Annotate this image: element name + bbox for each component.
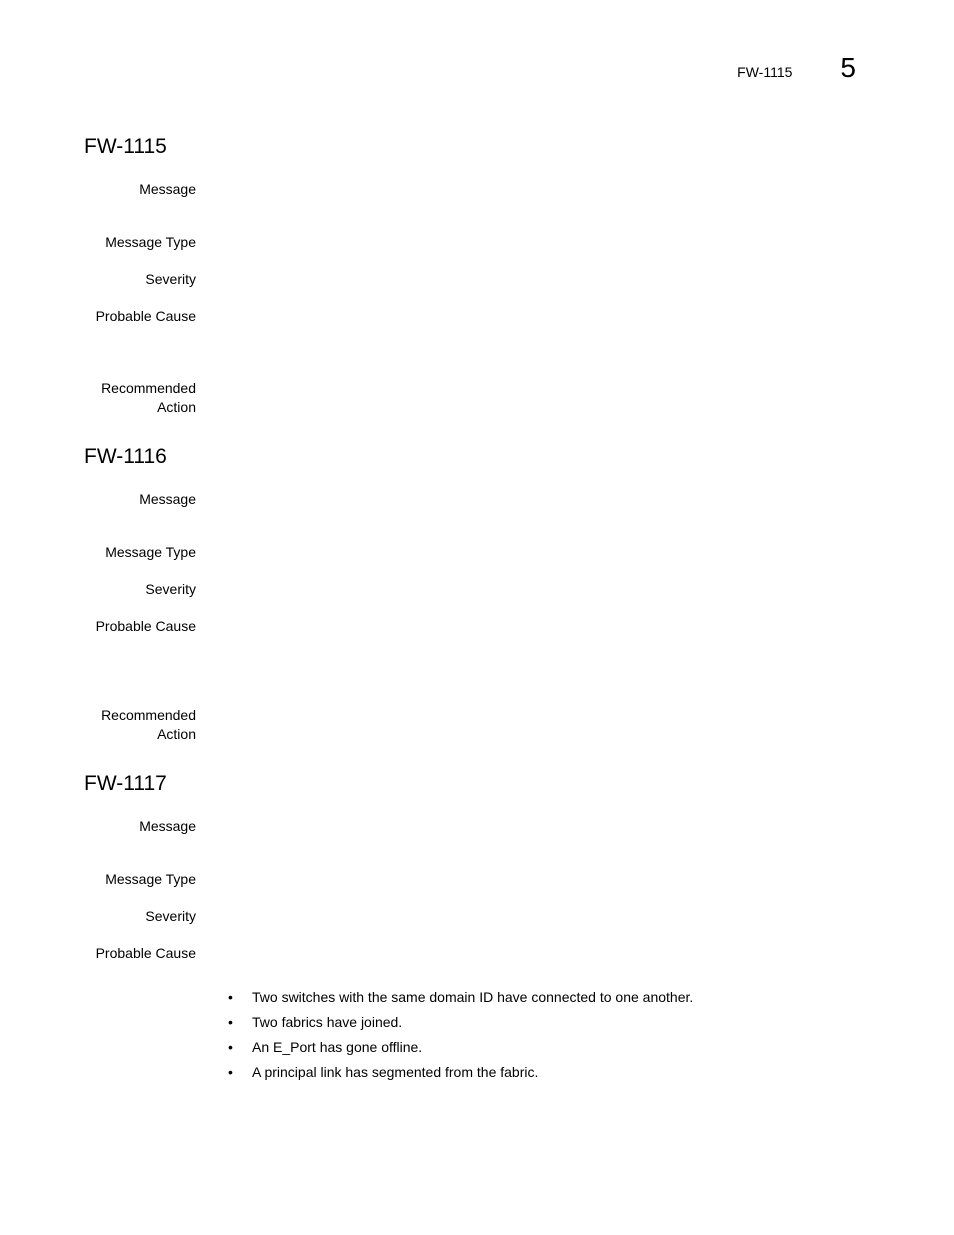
- field-label-recommended-action: Recommended Action: [101, 380, 196, 415]
- section-fw-1117: [84, 771, 864, 1080]
- list-item-text: Two switches with the same domain ID have connected to one another.: [252, 989, 694, 1005]
- list-item: [228, 1063, 693, 1088]
- section-fw-1116: [84, 444, 864, 742]
- field-label-probable-cause: Probable Cause: [95, 945, 196, 961]
- list-item: [228, 988, 693, 1013]
- field-label-probable-cause: Probable Cause: [95, 618, 196, 634]
- field-label-message: Message: [139, 181, 196, 197]
- page-header: [737, 52, 856, 84]
- bullet-icon: •: [228, 989, 233, 1005]
- field-label-message: Message: [139, 818, 196, 834]
- field-label-message-type: Message Type: [105, 871, 196, 887]
- section-title: FW-1116: [84, 445, 167, 468]
- running-header-label: FW-1115: [737, 64, 793, 80]
- chapter-number: 5: [840, 52, 856, 83]
- list-item: [228, 1038, 693, 1063]
- field-label-message: Message: [139, 491, 196, 507]
- section-title: FW-1117: [84, 772, 167, 795]
- field-label-message-type: Message Type: [105, 234, 196, 250]
- section-fw-1115: [84, 134, 864, 415]
- section-title: FW-1115: [84, 135, 167, 158]
- list-item: [228, 1013, 693, 1038]
- field-label-message-type: Message Type: [105, 544, 196, 560]
- list-item-text: A principal link has segmented from the fabric.: [252, 1064, 539, 1080]
- field-label-severity: Severity: [145, 271, 196, 287]
- field-label-severity: Severity: [145, 908, 196, 924]
- bullet-icon: •: [228, 1039, 233, 1055]
- list-item-text: Two fabrics have joined.: [252, 1014, 403, 1030]
- field-label-severity: Severity: [145, 581, 196, 597]
- field-label-probable-cause: Probable Cause: [95, 308, 196, 324]
- list-item-text: An E_Port has gone offline.: [252, 1039, 423, 1055]
- field-label-recommended-action: Recommended Action: [101, 707, 196, 742]
- bullet-icon: •: [228, 1064, 233, 1080]
- bullet-icon: •: [228, 1014, 233, 1030]
- probable-cause-list: [228, 988, 693, 1088]
